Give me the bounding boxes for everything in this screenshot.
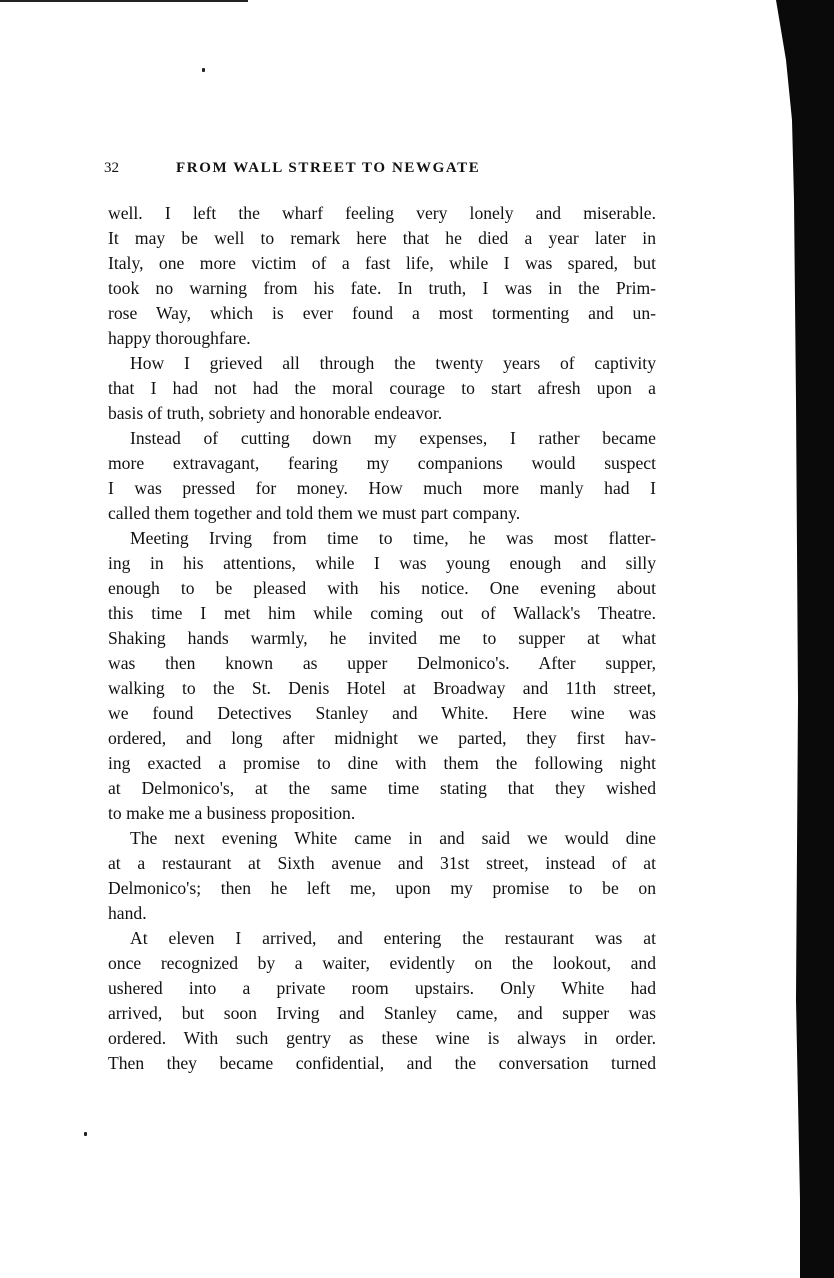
text-line: It may be well to remark here that he died a year later in [108,228,656,248]
text-line: Delmonico's; then he left me, upon my promise to be on [108,878,656,898]
running-head: FROM WALL STREET TO NEWGATE [176,160,481,176]
text-line: at a restaurant at Sixth avenue and 31st street, instead of at [108,853,656,873]
scan-top-rule [0,0,248,2]
text-line: once recognized by a waiter, evidently on the lookout, and [108,953,656,973]
text-line: happy thoroughfare. [108,328,251,348]
text-line: well. I left the wharf feeling very lonely and miserable. [108,203,656,223]
text-line: ing exacted a promise to dine with them the following night [108,753,656,773]
text-line: we found Detectives Stanley and White. Here wine was [108,703,656,723]
text-line: arrived, but soon Irving and Stanley came, and supper was [108,1003,656,1023]
text-line: The next evening White came in and said we would dine [130,828,656,848]
text-line: Shaking hands warmly, he invited me to supper at what [108,628,656,648]
text-line: took no warning from his fate. In truth, I was in the Prim- [108,278,656,298]
text-line: ordered, and long after midnight we parted, they first hav- [108,728,656,748]
text-line: Then they became confidential, and the conversation turned [108,1053,656,1073]
text-line: walking to the St. Denis Hotel at Broadway and 11th street, [108,678,656,698]
text-line: enough to be pleased with his notice. One evening about [108,578,656,598]
text-line: called them together and told them we must part company. [108,503,521,523]
text-line: Instead of cutting down my expenses, I rather became [130,428,656,448]
text-line: rose Way, which is ever found a most tormenting and un- [108,303,656,323]
text-line: hand. [108,903,147,923]
text-line: at Delmonico's, at the same time stating that they wished [108,778,656,798]
scan-speck [202,68,205,72]
text-line: more extravagant, fearing my companions would suspect [108,453,656,473]
page-number: 32 [104,160,119,176]
text-line: ordered. With such gentry as these wine is always in order. [108,1028,656,1048]
text-line: basis of truth, sobriety and honorable endeavor. [108,403,443,423]
scan-binding-edge [770,0,834,1278]
scan-speck [84,1132,87,1136]
text-line: was then known as upper Delmonico's. After supper, [108,653,656,673]
text-line: ing in his attentions, while I was young enough and silly [108,553,656,573]
text-line: that I had not had the moral courage to start afresh upon a [108,378,656,398]
text-line: Meeting Irving from time to time, he was most flatter- [130,528,656,548]
text-line: Italy, one more victim of a fast life, while I was spared, but [108,253,656,273]
text-line: ushered into a private room upstairs. Only White had [108,978,656,998]
text-line: to make me a business proposition. [108,803,356,823]
text-line: How I grieved all through the twenty years of captivity [130,353,656,373]
text-line: At eleven I arrived, and entering the restaurant was at [130,928,656,948]
text-line: I was pressed for money. How much more manly had I [108,478,656,498]
text-line: this time I met him while coming out of Wallack's Theatre. [108,603,656,623]
